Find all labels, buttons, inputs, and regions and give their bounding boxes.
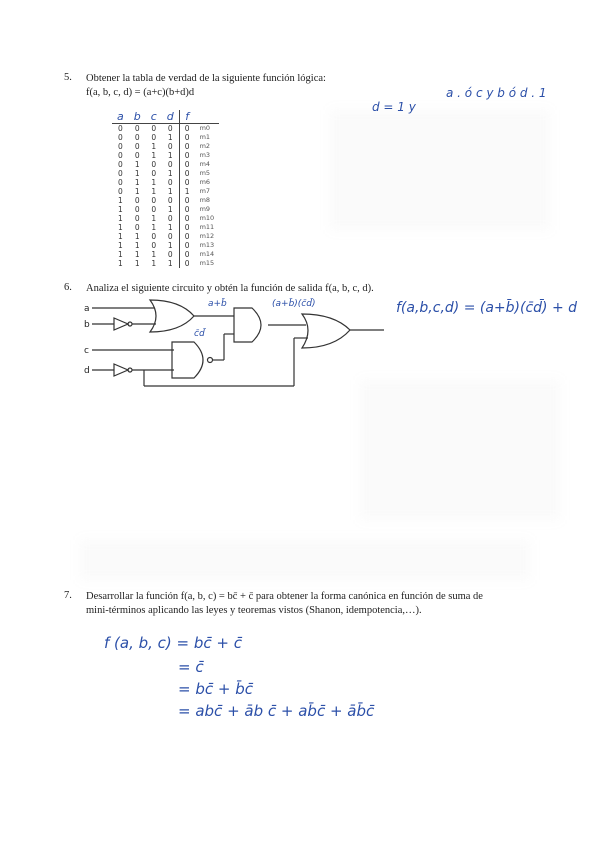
- and-gate-2: [234, 308, 261, 342]
- minterm-label: m3: [199, 151, 211, 159]
- table-row: [112, 241, 219, 250]
- input-label-a: a: [84, 304, 90, 314]
- table-cell: 0: [134, 205, 140, 214]
- table-cell: 0: [179, 151, 194, 160]
- table-row: [112, 169, 219, 178]
- table-cell: 1: [151, 214, 157, 223]
- table-cell: 1: [151, 259, 157, 268]
- table-cell: 1: [167, 151, 173, 160]
- table-cell: 0: [117, 142, 123, 151]
- table-cell: 0: [117, 151, 123, 160]
- scan-shadow: [80, 540, 530, 580]
- minterm-label: m13: [199, 241, 215, 249]
- table-cell: 0: [134, 196, 140, 205]
- q7-statement-2: mini-términos aplicando las leyes y teoremas vistos (Shanon, idempotencia,…).: [86, 605, 422, 616]
- or-gate-1: [150, 300, 194, 332]
- table-cell: 0: [179, 196, 194, 205]
- table-cell: 1: [134, 250, 140, 259]
- table-cell: 0: [167, 142, 173, 151]
- table-cell: 0: [179, 223, 194, 232]
- minterm-label: m2: [199, 142, 211, 150]
- table-cell: 1: [134, 259, 140, 268]
- table-cell: 0: [117, 133, 123, 142]
- table-cell: 0: [179, 133, 194, 142]
- table-cell: 0: [167, 160, 173, 169]
- truth-table-header-d: d: [162, 110, 179, 124]
- table-cell: 1: [117, 214, 123, 223]
- truth-table-header-a: a: [112, 110, 129, 124]
- table-row: [112, 124, 219, 134]
- table-cell: 1: [167, 133, 173, 142]
- table-cell: 0: [117, 124, 123, 133]
- or-gate-final: [302, 314, 350, 348]
- q5-function: f(a, b, c, d) = (a+c)(b+d)d: [86, 87, 195, 98]
- minterm-label: m1: [199, 133, 211, 141]
- table-cell: 1: [151, 223, 157, 232]
- table-cell: 1: [151, 151, 157, 160]
- table-cell: 1: [167, 205, 173, 214]
- truth-table-header-f: f: [179, 110, 194, 124]
- q6-number: 6.: [64, 282, 72, 293]
- table-cell: 1: [134, 187, 140, 196]
- table-cell: 0: [179, 259, 194, 268]
- minterm-label: m0: [199, 124, 211, 132]
- table-cell: 1: [167, 241, 173, 250]
- table-cell: 0: [134, 151, 140, 160]
- table-row: [112, 250, 219, 259]
- logic-circuit: [84, 292, 394, 392]
- table-cell: 0: [151, 196, 157, 205]
- input-label-c: c: [84, 346, 89, 356]
- table-cell: 0: [151, 205, 157, 214]
- table-cell: 0: [151, 241, 157, 250]
- q7-statement: Desarrollar la función f(a, b, c) = bc̄ + c̄ para obtener la forma canónica en función de suma de: [86, 591, 483, 602]
- table-cell: 1: [151, 178, 157, 187]
- minterm-label: m6: [199, 178, 211, 186]
- table-cell: 0: [167, 250, 173, 259]
- q7-step-3: = bc̄ + b̄c̄: [178, 680, 253, 698]
- table-cell: 0: [167, 214, 173, 223]
- q7-step-2: = c̄: [178, 658, 204, 676]
- table-row: [112, 259, 219, 268]
- table-row: [112, 223, 219, 232]
- table-cell: 0: [179, 205, 194, 214]
- table-cell: 0: [179, 214, 194, 223]
- and-gate-cd-bubble: [208, 358, 213, 363]
- q7-step-4: = abc̄ + āb c̄ + ab̄c̄ + āb̄c̄: [178, 702, 375, 720]
- truth-table-header-b: b: [129, 110, 146, 124]
- table-cell: 1: [179, 187, 194, 196]
- table-cell: 1: [167, 187, 173, 196]
- table-cell: 0: [151, 124, 157, 133]
- table-row: [112, 142, 219, 151]
- scan-shadow: [330, 110, 550, 230]
- table-cell: 1: [151, 250, 157, 259]
- table-cell: 1: [117, 259, 123, 268]
- q5-statement: Obtener la tabla de verdad de la siguiente función lógica:: [86, 73, 326, 84]
- and-gate-cd: [172, 342, 203, 378]
- table-cell: 1: [117, 205, 123, 214]
- table-cell: 0: [179, 241, 194, 250]
- table-cell: 1: [134, 241, 140, 250]
- q7-number: 7.: [64, 590, 72, 601]
- table-cell: 0: [117, 178, 123, 187]
- q7-step-1: f (a, b, c) = bc̄ + c̄: [104, 634, 243, 652]
- q5-handwritten-note: a . ó c y b ó d . 1: [446, 86, 547, 100]
- table-cell: 1: [134, 160, 140, 169]
- table-cell: 0: [134, 124, 140, 133]
- gate1-annotation: a+b̄: [208, 299, 227, 309]
- truth-table: [112, 110, 219, 268]
- table-cell: 0: [179, 178, 194, 187]
- minterm-label: m7: [199, 187, 211, 195]
- table-cell: 0: [179, 169, 194, 178]
- q5-handwritten-note-2: d = 1 y: [372, 100, 416, 114]
- table-cell: 0: [151, 133, 157, 142]
- table-cell: 0: [151, 160, 157, 169]
- table-cell: 0: [134, 133, 140, 142]
- table-cell: 0: [179, 250, 194, 259]
- minterm-label: m12: [199, 232, 215, 240]
- q5-number: 5.: [64, 72, 72, 83]
- table-row: [112, 160, 219, 169]
- table-cell: 1: [151, 142, 157, 151]
- table-cell: 1: [117, 241, 123, 250]
- table-cell: 1: [167, 223, 173, 232]
- table-row: [112, 151, 219, 160]
- scan-shadow: [360, 380, 560, 520]
- table-cell: 1: [117, 232, 123, 241]
- table-cell: 0: [134, 214, 140, 223]
- truth-table-header-c: c: [146, 110, 162, 124]
- table-cell: 0: [117, 187, 123, 196]
- table-row: [112, 232, 219, 241]
- table-cell: 0: [117, 160, 123, 169]
- not-gate-d: [114, 364, 128, 376]
- table-cell: 0: [179, 232, 194, 241]
- table-cell: 0: [167, 232, 173, 241]
- table-row: [112, 187, 219, 196]
- table-cell: 1: [134, 232, 140, 241]
- q6-answer: f(a,b,c,d) = (a+b̄)(c̄d̄) + d: [396, 300, 578, 316]
- input-label-b: b: [84, 320, 90, 330]
- minterm-label: m5: [199, 169, 211, 177]
- table-cell: 1: [117, 250, 123, 259]
- table-cell: 0: [179, 160, 194, 169]
- gate3-annotation: c̄d̄: [194, 329, 205, 339]
- table-row: [112, 196, 219, 205]
- table-cell: 1: [151, 187, 157, 196]
- truth-table-header-blank: [195, 110, 220, 124]
- minterm-label: m4: [199, 160, 211, 168]
- table-cell: 0: [117, 169, 123, 178]
- not-gate-b: [114, 318, 128, 330]
- table-cell: 0: [167, 124, 173, 133]
- minterm-label: m14: [199, 250, 215, 258]
- input-label-d: d: [84, 366, 90, 376]
- table-cell: 1: [167, 259, 173, 268]
- table-row: [112, 214, 219, 223]
- table-cell: 0: [134, 223, 140, 232]
- table-cell: 0: [167, 178, 173, 187]
- table-cell: 1: [117, 223, 123, 232]
- table-cell: 1: [134, 178, 140, 187]
- minterm-label: m10: [199, 214, 215, 222]
- table-cell: 1: [117, 196, 123, 205]
- minterm-label: m15: [199, 259, 215, 267]
- minterm-label: m11: [199, 223, 215, 231]
- table-cell: 0: [151, 169, 157, 178]
- table-row: [112, 133, 219, 142]
- minterm-label: m9: [199, 205, 211, 213]
- gate2-annotation: (a+b̄)(c̄d̄): [272, 299, 316, 309]
- table-cell: 0: [167, 196, 173, 205]
- table-row: [112, 178, 219, 187]
- table-cell: 0: [134, 142, 140, 151]
- table-cell: 0: [179, 142, 194, 151]
- minterm-label: m8: [199, 196, 211, 204]
- table-cell: 1: [167, 169, 173, 178]
- table-cell: 0: [151, 232, 157, 241]
- q6-statement: Analiza el siguiente circuito y obtén la función de salida f(a, b, c, d).: [86, 283, 374, 294]
- table-row: [112, 205, 219, 214]
- table-cell: 1: [134, 169, 140, 178]
- table-cell: 0: [179, 124, 194, 134]
